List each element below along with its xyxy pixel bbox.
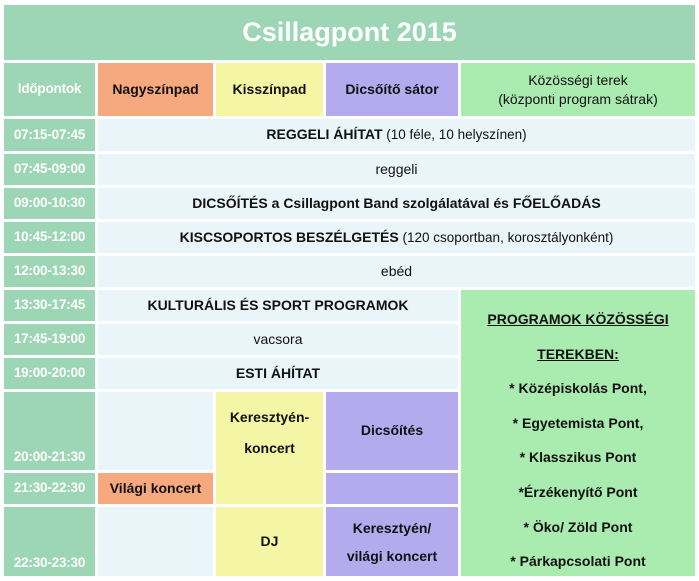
cell-keresztyen-vilagi-koncert [326,507,458,576]
program-item: * Klasszikus Pont [519,449,637,466]
programok-title-2: TEREKBEN: [537,345,619,362]
cell-kozossegi-programok [461,290,695,576]
dicsoites-label: DICSŐÍTÉS [192,194,268,211]
row-reggeli [98,154,695,185]
time-slot: 09:00-10:30 [4,188,95,219]
header-kozossegi-line-2: (központi program sátrak) [498,90,658,107]
time-slot: 19:00-20:00 [4,358,95,389]
dicsoites-cell-label: Dicsőítés [360,422,424,439]
time-slot: 13:30-17:45 [4,290,95,321]
keresztyen-vilagi-line-2: világi koncert [346,547,438,564]
row-kiscsoportos [98,222,695,253]
row-ebed [98,256,695,287]
reggeli-ahitat-note: (10 féle, 10 helyszínen) [382,127,527,143]
cell-vilagi-koncert [98,473,213,504]
time-slot: 20:00-21:30 [4,392,95,470]
kiscsoportos-label: KISCSOPORTOS BESZÉLGETÉS [179,228,399,245]
foeloadas-label: FŐELŐADÁS [512,194,601,211]
esti-ahitat-label: ESTI ÁHÍTAT [235,364,321,381]
kiscsoportos-note: (120 csoportban, korosztályonként) [398,229,614,245]
programok-title-1: PROGRAMOK KÖZÖSSÉGI [487,311,669,327]
row-esti-ahitat [98,358,458,389]
row-vacsora [98,324,458,355]
time-slot: 21:30-22:30 [4,473,95,504]
cell-dicsoites [326,392,458,470]
cell-dicsoito-empty [326,473,458,504]
cell-nagyszinpad-late-empty [98,507,213,576]
reggeli-label: reggeli [375,160,418,177]
row-kulturalis [98,290,458,321]
time-slot: 07:15-07:45 [4,119,95,151]
time-slot: 10:45-12:00 [4,222,95,253]
header-kozossegi-line-1: Közösségi terek [528,72,628,89]
header-kozossegi-terek [461,63,695,116]
cell-keresztyen-koncert [216,392,323,504]
ebed-label: ebéd [380,262,413,279]
program-item: * Öko/ Zöld Pont [523,518,633,535]
header-time: Időpontok [4,63,95,116]
keresztyen-vilagi-line-1: Keresztyén/ [352,519,432,536]
program-item: *Érzékenyítő Pont [518,483,638,500]
time-slot: 07:45-09:00 [4,154,95,185]
time-slot: 17:45-19:00 [4,324,95,355]
row-dicsoites-foeloadas [98,188,695,219]
row-reggeli-ahitat [98,119,695,151]
vilagi-koncert-label: Világi koncert [109,479,202,496]
vacsora-label: vacsora [253,330,303,347]
program-item: * Egyetemista Pont, [512,414,644,431]
time-slot: 22:30-23:30 [4,507,95,576]
dj-label: DJ [260,532,279,549]
header-nagyszinpad: Nagyszínpad [98,63,213,116]
program-item: * Párkapcsolati Pont [510,553,646,570]
cell-dj [216,507,323,576]
cell-nagyszinpad-empty [98,392,213,470]
program-item: * Középiskolás Pont, [509,380,647,397]
kulturalis-label: KULTURÁLIS ÉS SPORT PROGRAMOK [147,296,409,313]
reggeli-ahitat-label: REGGELI ÁHÍTAT [266,126,383,143]
header-dicsoito-sator: Dicsőítő sátor [326,63,458,116]
keresztyen-koncert-line-2: koncert [244,440,295,456]
time-slot: 12:00-13:30 [4,256,95,287]
page-title: Csillagpont 2015 [4,5,695,60]
keresztyen-koncert-line-1: Keresztyén- [229,409,310,425]
header-kisszinpad: Kisszínpad [216,63,323,116]
dicsoites-band: a Csillagpont Band szolgálatával és [267,194,513,211]
